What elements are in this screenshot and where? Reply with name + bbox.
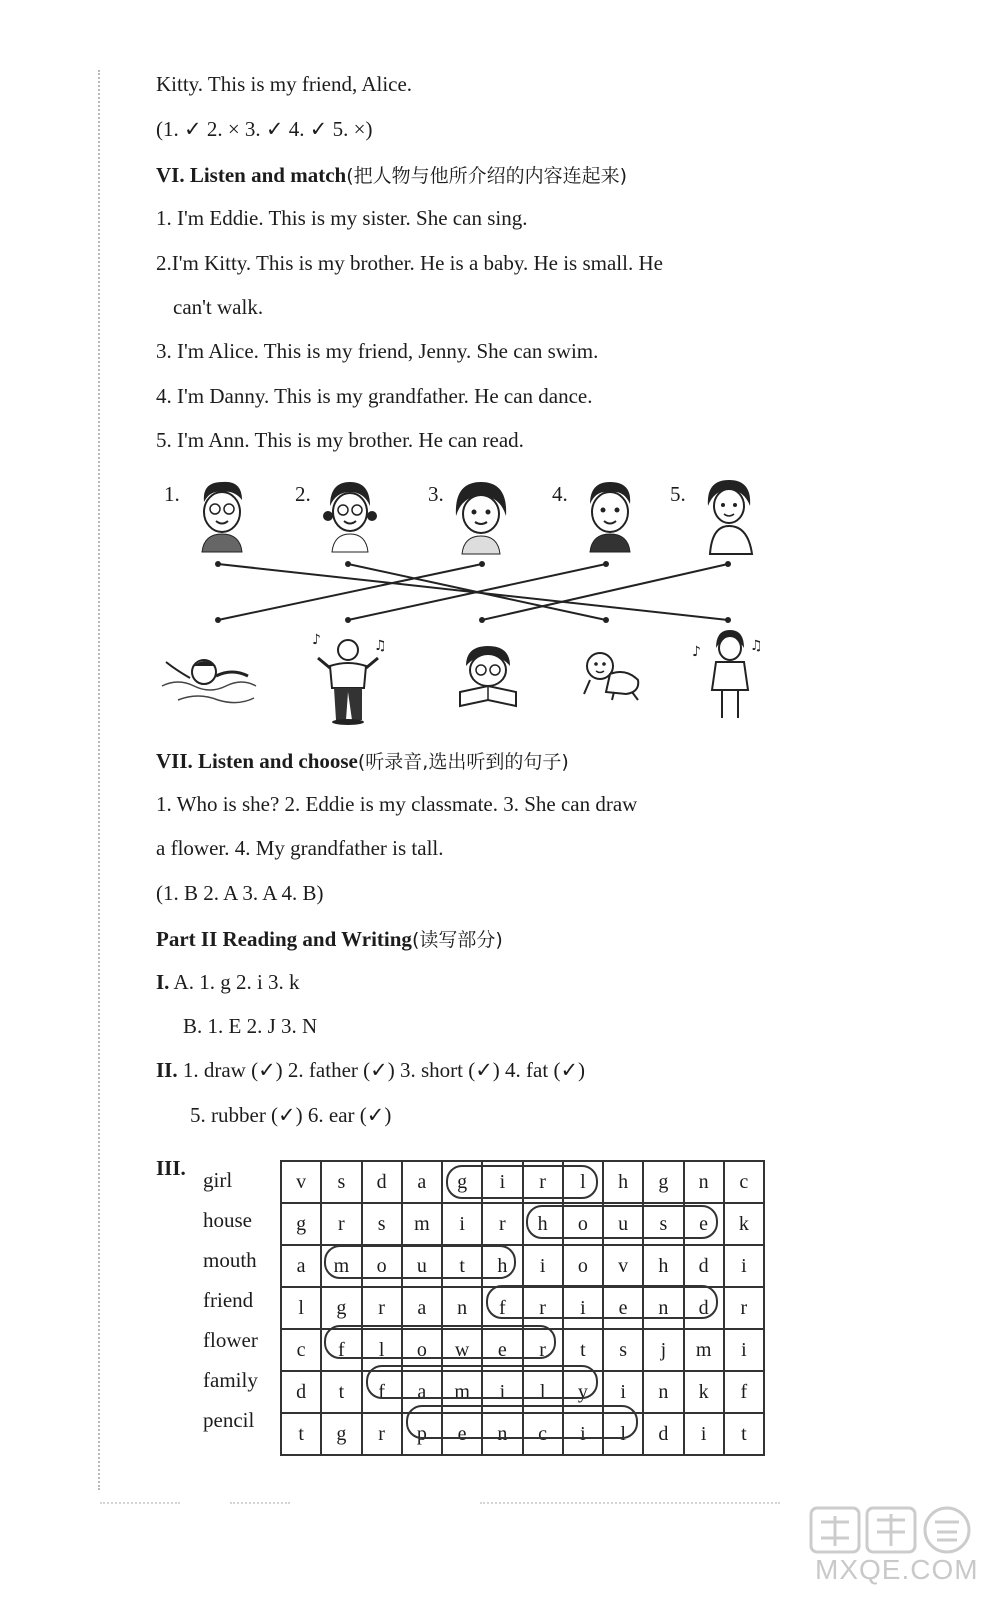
- grid-cell: d: [684, 1245, 724, 1287]
- grid-cell: v: [603, 1245, 643, 1287]
- grid-cell: n: [643, 1371, 683, 1413]
- grid-cell: i: [563, 1413, 603, 1455]
- word-list-item: girl: [203, 1168, 233, 1192]
- found-word-oval-pencil: [406, 1405, 638, 1439]
- text-line: can't walk.: [173, 295, 264, 319]
- grid-cell: p: [402, 1413, 442, 1455]
- grid-cell: o: [362, 1245, 402, 1287]
- grid-cell: e: [684, 1203, 724, 1245]
- grid-cell: e: [482, 1329, 522, 1371]
- grid-cell: c: [523, 1413, 563, 1455]
- grid-cell: c: [724, 1161, 764, 1203]
- grid-cell: i: [603, 1371, 643, 1413]
- text-line: 4. I'm Danny. This is my grandfather. He can dance.: [156, 384, 593, 408]
- found-word-oval-flower: [324, 1325, 556, 1359]
- grid-cell: i: [523, 1245, 563, 1287]
- grid-cell: s: [643, 1203, 683, 1245]
- watermark-text: MXQE.COM: [815, 1554, 979, 1585]
- grid-cell: m: [442, 1371, 482, 1413]
- grid-cell: u: [402, 1245, 442, 1287]
- found-word-oval-friend: [486, 1285, 718, 1319]
- section-heading-text: VII. Listen and choose: [156, 749, 358, 773]
- grid-cell: s: [362, 1203, 402, 1245]
- grid-cell: i: [724, 1329, 764, 1371]
- word-list-item: friend: [203, 1288, 254, 1312]
- grid-cell: y: [563, 1371, 603, 1413]
- found-word-oval-girl: [446, 1165, 598, 1199]
- grid-cell: d: [684, 1287, 724, 1329]
- grid-cell: r: [523, 1287, 563, 1329]
- match-number: 2.: [295, 482, 311, 506]
- text-line: 2.I'm Kitty. This is my brother. He is a baby. He is small. He: [156, 251, 663, 275]
- grid-cell: i: [482, 1161, 522, 1203]
- matching-exercise: [150, 472, 790, 742]
- grid-cell: n: [643, 1287, 683, 1329]
- answer-line: (1. ✓ 2. × 3. ✓ 4. ✓ 5. ×): [156, 117, 373, 141]
- svg-text:♪: ♪: [692, 644, 701, 660]
- grid-cell: d: [281, 1371, 321, 1413]
- grid-cell: a: [402, 1161, 442, 1203]
- question-number: II.: [156, 1058, 178, 1082]
- grid-cell: t: [563, 1329, 603, 1371]
- grid-cell: i: [442, 1203, 482, 1245]
- grid-cell: f: [321, 1329, 361, 1371]
- grid-cell: d: [643, 1413, 683, 1455]
- section-instruction-cn: (听录音,选出听到的句子): [357, 751, 569, 773]
- text-line: 5. I'm Ann. This is my brother. He can read.: [156, 428, 524, 452]
- word-list-item: house: [203, 1208, 252, 1232]
- grid-cell: r: [482, 1203, 522, 1245]
- svg-text:♫: ♫: [374, 638, 387, 654]
- grid-cell: o: [563, 1245, 603, 1287]
- word-list-item: family: [203, 1368, 258, 1392]
- grid-cell: a: [402, 1287, 442, 1329]
- grid-cell: r: [362, 1287, 402, 1329]
- match-number: 1.: [164, 482, 180, 506]
- svg-text:♪: ♪: [312, 632, 321, 648]
- answer-text: 1. draw (✓) 2. father (✓) 3. short (✓) 4. fat (✓): [177, 1058, 586, 1082]
- grid-cell: v: [281, 1161, 321, 1203]
- grid-cell: o: [402, 1329, 442, 1371]
- grid-cell: u: [603, 1203, 643, 1245]
- reading-boy-icon: [454, 642, 524, 712]
- grid-cell: r: [362, 1413, 402, 1455]
- match-number: 5.: [670, 482, 686, 506]
- dancing-grandfather-icon: [310, 628, 390, 728]
- word-list-item: pencil: [203, 1408, 255, 1432]
- grid-cell: i: [724, 1245, 764, 1287]
- grid-cell: h: [603, 1161, 643, 1203]
- match-number: 3.: [428, 482, 444, 506]
- watermark-logo-icon: [805, 1502, 985, 1557]
- answer-line: (1. B 2. A 3. A 4. B): [156, 881, 324, 905]
- grid-cell: c: [281, 1329, 321, 1371]
- grid-cell: e: [442, 1413, 482, 1455]
- grid-cell: l: [523, 1371, 563, 1413]
- footer-divider: [480, 1502, 780, 1504]
- text-line: 1. Who is she? 2. Eddie is my classmate. 3. She can draw: [156, 792, 638, 816]
- grid-cell: t: [442, 1245, 482, 1287]
- grid-cell: g: [321, 1413, 361, 1455]
- grid-cell: n: [684, 1161, 724, 1203]
- answer-line: B. 1. E 2. J 3. N: [183, 1014, 318, 1038]
- found-word-oval-house: [526, 1205, 718, 1239]
- grid-cell: n: [442, 1287, 482, 1329]
- grid-cell: h: [482, 1245, 522, 1287]
- footer-divider: [230, 1502, 290, 1504]
- grid-cell: k: [724, 1203, 764, 1245]
- found-word-oval-mouth: [324, 1245, 516, 1279]
- grid-cell: i: [482, 1371, 522, 1413]
- grid-cell: r: [523, 1161, 563, 1203]
- grid-cell: a: [402, 1371, 442, 1413]
- section-instruction-cn: (把人物与他所介绍的内容连起来): [346, 165, 628, 187]
- grid-cell: s: [321, 1161, 361, 1203]
- singing-girl-icon: [690, 626, 770, 726]
- section-heading-vii: [156, 747, 569, 774]
- grid-cell: e: [603, 1287, 643, 1329]
- text-line: Kitty. This is my friend, Alice.: [156, 72, 413, 96]
- section-heading-text: VI. Listen and match: [156, 163, 347, 187]
- grid-cell: r: [321, 1203, 361, 1245]
- swimming-icon: [158, 642, 258, 712]
- answer-line: [156, 1058, 585, 1083]
- grid-cell: i: [684, 1413, 724, 1455]
- question-number: I.: [156, 970, 170, 994]
- answer-text: A. 1. g 2. i 3. k: [169, 970, 300, 994]
- margin-dotted-line: [98, 70, 100, 1490]
- grid-cell: s: [603, 1329, 643, 1371]
- grid-cell: t: [321, 1371, 361, 1413]
- match-number: 4.: [552, 482, 568, 506]
- grid-cell: f: [724, 1371, 764, 1413]
- grid-cell: t: [724, 1413, 764, 1455]
- grid-cell: l: [281, 1287, 321, 1329]
- grid-cell: g: [281, 1203, 321, 1245]
- found-word-oval-family: [366, 1365, 598, 1399]
- text-line: 1. I'm Eddie. This is my sister. She can sing.: [156, 206, 528, 230]
- question-number: III.: [156, 1156, 186, 1180]
- grid-cell: i: [563, 1287, 603, 1329]
- grid-cell: w: [442, 1329, 482, 1371]
- grid-cell: n: [482, 1413, 522, 1455]
- grid-cell: g: [442, 1161, 482, 1203]
- answer-line: 5. rubber (✓) 6. ear (✓): [190, 1103, 392, 1127]
- grid-cell: a: [281, 1245, 321, 1287]
- grid-cell: m: [402, 1203, 442, 1245]
- section-heading-part2: [156, 925, 503, 952]
- footer-divider: [100, 1502, 180, 1504]
- word-search-grid: [280, 1160, 765, 1445]
- grid-cell: k: [684, 1371, 724, 1413]
- text-line: a flower. 4. My grandfather is tall.: [156, 836, 444, 860]
- grid-cell: m: [321, 1245, 361, 1287]
- grid-cell: l: [362, 1329, 402, 1371]
- word-list-item: flower: [203, 1328, 258, 1352]
- grid-cell: l: [603, 1413, 643, 1455]
- grid-cell: m: [684, 1329, 724, 1371]
- section-instruction-cn: (读写部分): [411, 929, 503, 951]
- section-heading-vi: [156, 161, 627, 188]
- answer-line: [156, 970, 300, 995]
- watermark: [805, 1502, 985, 1592]
- word-list-item: mouth: [203, 1248, 257, 1272]
- grid-cell: t: [281, 1413, 321, 1455]
- svg-text:♫: ♫: [750, 638, 763, 654]
- grid-cell: g: [643, 1161, 683, 1203]
- grid-cell: g: [321, 1287, 361, 1329]
- grid-cell: l: [563, 1161, 603, 1203]
- grid-cell: d: [362, 1161, 402, 1203]
- grid-cell: f: [362, 1371, 402, 1413]
- grid-cell: j: [643, 1329, 683, 1371]
- grid-cell: o: [563, 1203, 603, 1245]
- grid-cell: f: [482, 1287, 522, 1329]
- text-line: 3. I'm Alice. This is my friend, Jenny. She can swim.: [156, 339, 599, 363]
- grid-cell: h: [643, 1245, 683, 1287]
- grid-cell: r: [523, 1329, 563, 1371]
- grid-cell: r: [724, 1287, 764, 1329]
- crawling-baby-icon: [576, 644, 646, 704]
- section-heading-text: Part II Reading and Writing: [156, 927, 412, 951]
- grid-cell: h: [523, 1203, 563, 1245]
